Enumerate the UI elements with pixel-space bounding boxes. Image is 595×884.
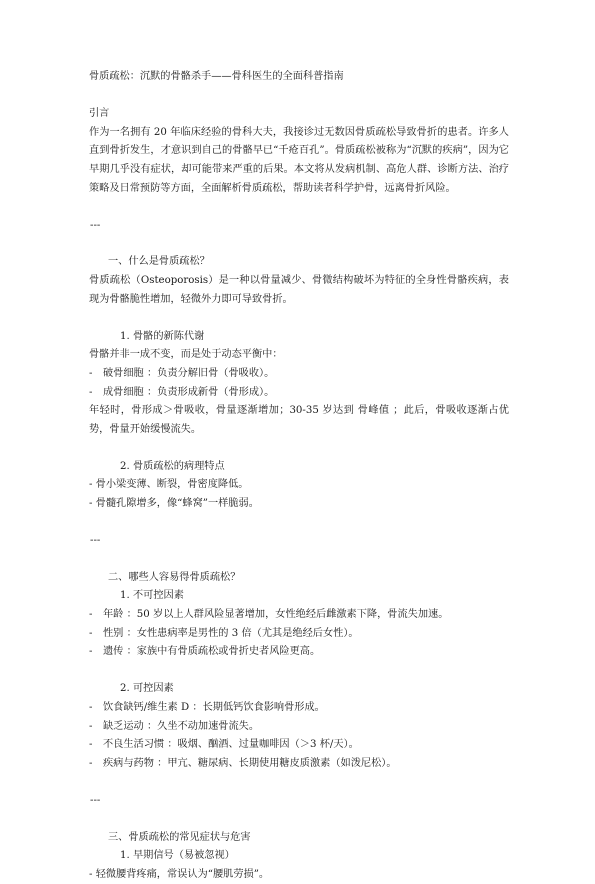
intro-paragraph: 作为一名拥有 20 年临床经验的骨科大夫，我接诊过无数因骨质疏松导致骨折的患者。许多人直到骨折发生，才意识到自己的骨骼早已“千疮百孔”。骨质疏松被称为“沉默的疾病”，因为它早期几乎没有症状，却可能带来严重的后果。本文将从发病机制、高危人群、诊断方法、治疗策略及日常预防等方面，全面解析骨质疏松，帮助读者科学护骨，远离骨折风险。 bbox=[89, 126, 509, 194]
list-item-text: 年龄 ：50 岁以上人群风险显著增加，女性绝经后雌激素下降，骨流失加速。 bbox=[103, 609, 449, 621]
list-item: - 骨髓孔隙增多，像“蜂窝”一样脆弱。 bbox=[89, 498, 259, 510]
section-1-sub-1-heading: 1. 骨骼的新陈代谢 bbox=[120, 330, 205, 342]
list-item-text: 遗传 ：家族中有骨质疏松或骨折史者风险更高。 bbox=[103, 646, 321, 658]
document-body bbox=[89, 68, 509, 884]
list-item: - 不良生活习惯 ：吸烟、酗酒、过量咖啡因（＞3 杯/天）。 bbox=[89, 739, 359, 751]
list-item: - 骨小梁变薄、断裂，骨密度降低。 bbox=[89, 479, 249, 491]
section-3-heading: 三、骨质疏松的常见症状与危害 bbox=[108, 831, 251, 843]
section-1-sub-1-lead: 骨骼并非一成不变，而是处于动态平衡中： bbox=[89, 349, 283, 361]
section-1-heading: 一、什么是骨质疏松？ bbox=[108, 256, 210, 268]
list-item-text: 缺乏运动 ：久坐不动加速骨流失。 bbox=[103, 720, 260, 732]
section-1-sub-1-paragraph: 年轻时，骨形成＞骨吸收，骨量逐渐增加；30-35 岁达到 骨峰值 ；此后，骨吸收逐渐占优势，骨量开始缓慢流失。 bbox=[89, 405, 509, 435]
list-item: - 遗传 ：家族中有骨质疏松或骨折史者风险更高。 bbox=[89, 646, 321, 658]
separator: --- bbox=[90, 219, 101, 231]
list-item-text: 性别 ：女性患病率是男性的 3 倍（尤其是绝经后女性）。 bbox=[103, 627, 359, 639]
list-item-text: 不良生活习惯 ：吸烟、酗酒、过量咖啡因（＞3 杯/天）。 bbox=[103, 739, 359, 751]
section-2-sub-1-heading: 1. 不可控因素 bbox=[120, 590, 184, 602]
list-item: - 成骨细胞 ：负责形成新骨（骨形成）。 bbox=[89, 386, 275, 398]
separator: --- bbox=[90, 794, 101, 806]
section-2-sub-2-heading: 2. 可控因素 bbox=[120, 683, 174, 695]
list-item: - 年龄 ：50 岁以上人群风险显著增加，女性绝经后雌激素下降，骨流失加速。 bbox=[89, 609, 449, 621]
intro-heading: 引言 bbox=[89, 108, 110, 120]
section-3-sub-1-heading: 1. 早期信号（易被忽视） bbox=[120, 850, 235, 862]
list-item: - 轻微腰背疼痛，常误认为“腰肌劳损”。 bbox=[89, 868, 270, 880]
list-item-text: 破骨细胞 ：负责分解旧骨（骨吸收）。 bbox=[103, 367, 275, 379]
list-item: - 疾病与药物 ：甲亢、糖尿病、长期使用糖皮质激素（如泼尼松）。 bbox=[89, 757, 397, 769]
list-item-text: 骨髓孔隙增多，像“蜂窝”一样脆弱。 bbox=[95, 498, 259, 510]
list-item: - 饮食缺钙/维生素 D ：长期低钙饮食影响骨形成。 bbox=[89, 702, 325, 713]
section-1-paragraph: 骨质疏松（Osteoporosis）是一种以骨量减少、骨微结构破坏为特征的全身性骨骼疾病，表现为骨骼脆性增加，轻微外力即可导致骨折。 bbox=[89, 274, 509, 305]
separator: --- bbox=[90, 535, 101, 547]
list-item-text: 疾病与药物 ：甲亢、糖尿病、长期使用糖皮质激素（如泼尼松）。 bbox=[103, 757, 397, 769]
section-2-heading: 二、哪些人容易得骨质疏松？ bbox=[108, 571, 241, 583]
list-item: - 缺乏运动 ：久坐不动加速骨流失。 bbox=[89, 720, 260, 732]
list-item-text: 轻微腰背疼痛，常误认为“腰肌劳损”。 bbox=[95, 868, 270, 880]
document-title: 骨质疏松：沉默的骨骼杀手——骨科医生的全面科普指南 bbox=[89, 71, 344, 82]
list-item-text: 饮食缺钙/维生素 D ：长期低钙饮食影响骨形成。 bbox=[103, 702, 325, 713]
list-item: - 破骨细胞 ：负责分解旧骨（骨吸收）。 bbox=[89, 367, 275, 379]
list-item: - 性别 ：女性患病率是男性的 3 倍（尤其是绝经后女性）。 bbox=[89, 627, 359, 639]
list-item-text: 成骨细胞 ：负责形成新骨（骨形成）。 bbox=[103, 386, 275, 398]
section-1-sub-2-heading: 2. 骨质疏松的病理特点 bbox=[120, 460, 225, 472]
list-item-text: 骨小梁变薄、断裂，骨密度降低。 bbox=[95, 479, 249, 491]
